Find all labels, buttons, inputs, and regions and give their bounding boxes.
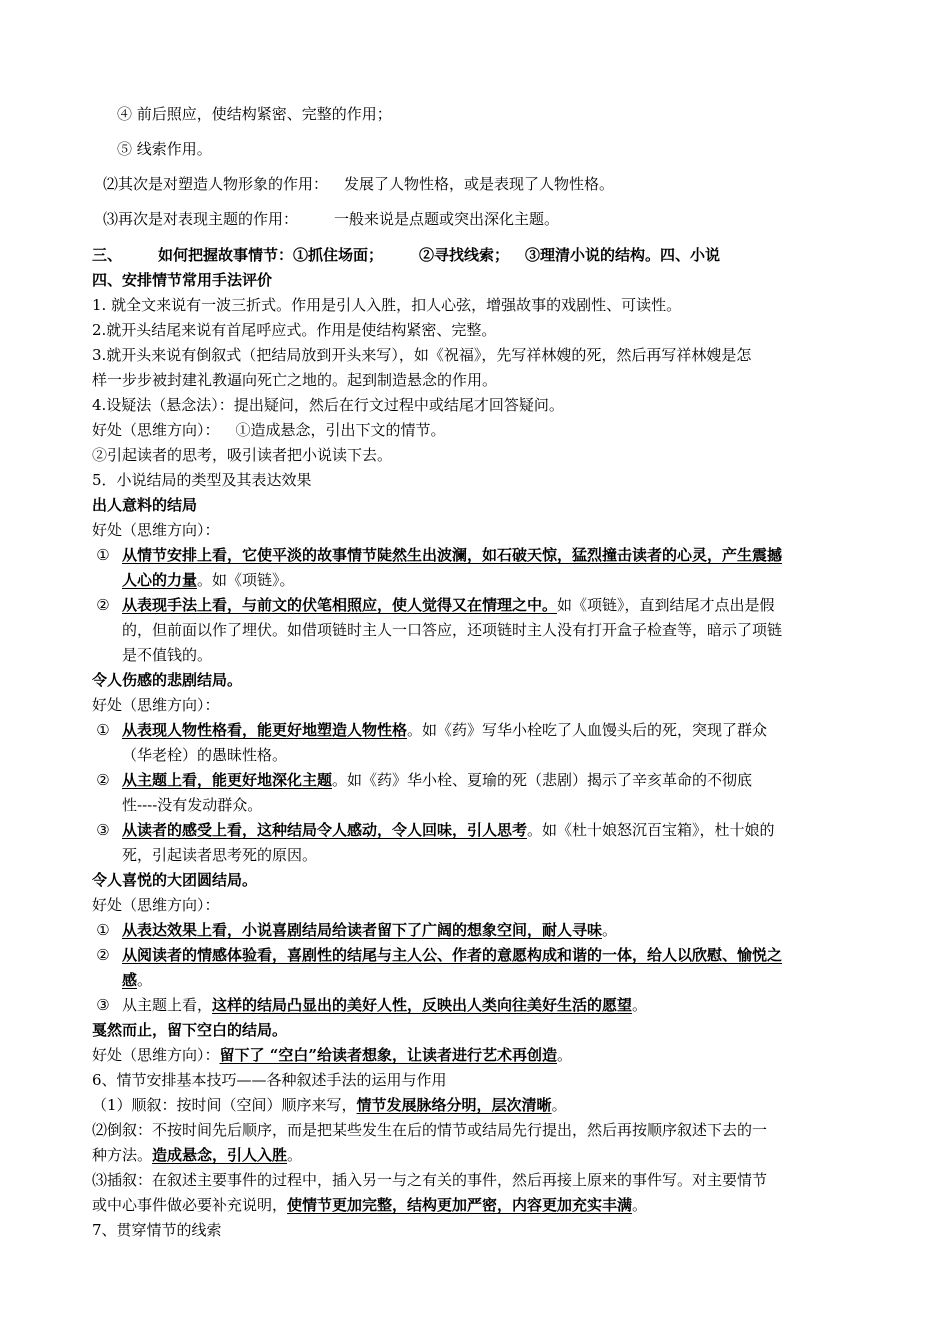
text-line: 2.就开头结尾来说有首尾呼应式。作用是使结构紧密、完整。 [92,321,497,339]
list-item-continuation: 人心的力量。如《项链》。 [122,571,295,589]
section-heading: 三、 如何把握故事情节：①抓住场面； ②寻找线索； ③理清小说的结构。四、小说 [92,246,721,264]
text-line: 种方法。造成悬念，引人入胜。 [92,1146,303,1164]
text-line: 好处（思维方向）：留下了 “空白”给读者想象，让读者进行艺术再创造。 [92,1046,573,1064]
text-line: ④ 前后照应，使结构紧密、完整的作用； [117,105,392,123]
list-item-continuation: 感。 [122,971,153,989]
text-line: 1. 就全文来说有一波三折式。作用是引人入胜，扣人心弦，增强故事的戏剧性、可读性。 [92,296,682,314]
text-line: 3.就开头来说有倒叙式（把结局放到开头来写），如《祝福》，先写祥林嫂的死，然后再写祥林嫂是怎 [92,346,752,364]
text-line: 好处（思维方向）： [92,696,220,714]
subheading: 出人意料的结局 [92,496,198,514]
text-line: 样一步步被封建礼教逼向死亡之地的。起到制造悬念的作用。 [92,371,498,389]
text-line: 4.设疑法（悬念法）：提出疑问，然后在行文过程中或结尾才回答疑问。 [92,396,564,414]
list-item-continuation: 性----没有发动群众。 [122,796,263,814]
section-heading: 7、贯穿情节的线索 [92,1221,222,1239]
text-line: ⑶插叙：在叙述主要事件的过程中，插入另一与之有关的事件，然后再接上原来的事件写。对主要情节 [92,1171,768,1189]
text-line: ⑤ 线索作用。 [117,140,212,158]
subheading: 令人喜悦的大团圆结局。 [92,871,258,889]
list-item-continuation: 的，但前面以作了埋伏。如借项链时主人一口答应，还项链时主人没有打开盒子检查等，暗示了项链 [122,621,783,639]
text-line: 5．小说结局的类型及其表达效果 [92,471,312,489]
text-line: 或中心事件做必要补充说明，使情节更加完整，结构更加严密，内容更加充实丰满。 [92,1196,648,1214]
text-line: 好处（思维方向）： [92,521,220,539]
list-item-continuation: 死，引起读者思考死的原因。 [122,846,318,864]
text-line: 好处（思维方向）： ①造成悬念，引出下文的情节。 [92,421,446,439]
text-line: （1）顺叙：按时间（空间）顺序来写，情节发展脉络分明，层次清晰。 [92,1096,567,1114]
text-line: ⑵倒叙：不按时间先后顺序，而是把某些发生在后的情节或结局先行提出，然后再按顺序叙述下去的一 [92,1121,768,1139]
text-line: ⑵其次是对塑造人物形象的作用： 发展了人物性格，或是表现了人物性格。 [103,175,615,193]
section-heading: 6、情节安排基本技巧——各种叙述手法的运用与作用 [92,1071,447,1089]
list-item-continuation: （华老栓）的愚昧性格。 [122,746,288,764]
subheading: 令人伤感的悲剧结局。 [92,671,243,689]
list-item-continuation: 是不值钱的。 [122,646,213,664]
text-line: ⑶再次是对表现主题的作用： 一般来说是点题或突出深化主题。 [103,210,560,228]
text-line: 好处（思维方向）： [92,896,220,914]
subheading: 戛然而止，留下空白的结局。 [92,1021,288,1039]
text-line: ②引起读者的思考，吸引读者把小说读下去。 [92,446,393,464]
document-page: ④ 前后照应，使结构紧密、完整的作用； ⑤ 线索作用。 ⑵其次是对塑造人物形象的作用： 发展了人物性格，或是表现了人物性格。 ⑶再次是对表现主题的作用： 一般来说是点题或突出深化主题。 三、 如何把握故事情节：①抓住场面； ②寻找线索； ③理清小说的结构。四、小说 四、安排情节常用手法评价 1. 就全文来说有一波三折式。作用是引人入胜，扣人心弦，增强故事的戏剧性、可读性。 2.就开头结尾来说有首尾呼应式。作用是使结构紧密、完整。 3.就开头来说有倒叙式（把结局放到开头来写），如《祝福》，先写祥林嫂的死，然后再写祥林嫂是怎 样一步步被封建礼教逼向死亡之地的。起到制造悬念的作用。 4.设疑法（悬念法）：提出疑问，然后在行文过程中或结尾才回答疑问。 好处（思维方向）： ①造成悬念，引出下文的情节。 ②引起读者的思考，吸引读者把小说读下去。 5．小说结局的类型及其表达效果 出人意料的结局 好处（思维方向）： ① 从情节安排上看，它使平淡的故事情节陡然生出波澜，如石破天惊，猛烈撞击读者的心灵，产生震撼 人心的力量。如《项链》。 ② 从表现手法上看，与前文的伏笔相照应，使人觉得又在情理之中。如《项链》，直到结尾才点出是假 的，但前面以作了埋伏。如借项链时主人一口答应，还项链时主人没有打开盒子检查等，暗示了项链 是不值钱的。 令人伤感的悲剧结局。 好处（思维方向）： ① 从表现人物性格看，能更好地塑造人物性格。如《药》写华小栓吃了人血馒头后的死，突现了群众 （华老栓）的愚昧性格。 ② 从主题上看，能更好地深化主题。如《药》华小栓、夏瑜的死（悲剧）揭示了辛亥革命的不彻底 性----没有发动群众。 ③ 从读者的感受上看，这种结局令人感动，令人回味，引人思考。如《杜十娘怒沉百宝箱》，杜十娘的 死，引起读者思考死的原因。 令人喜悦的大团圆结局。 好处（思维方向）： ① 从表达效果上看，小说喜剧结局给读者留下了广阔的想象空间，耐人寻味。 ② 从阅读者的情感体验看，喜剧性的结尾与主人公、作者的意愿构成和谐的一体，给人以欣慰、愉悦之 感。 ③ 从主题上看，这样的结局凸显出的美好人性，反映出人类向往美好生活的愿望。 戛然而止，留下空白的结局。 好处（思维方向）：留下了 “空白”给读者想象，让读者进行艺术再创造。 6、情节安排基本技巧——各种叙述手法的运用与作用 （1）顺叙：按时间（空间）顺序来写，情节发展脉络分明，层次清晰。 ⑵倒叙：不按时间先后顺序，而是把某些发生在后的情节或结局先行提出，然后再按顺序叙述下去的一 种方法。造成悬念，引人入胜。 ⑶插叙：在叙述主要事件的过程中，插入另一与之有关的事件，然后再接上原来的事件写。对主要情节 或中心事件做必要补充说明，使情节更加完整，结构更加严密，内容更加充实丰满。 7、贯穿情节的线索 [92,105,783,1239]
section-heading: 四、安排情节常用手法评价 [92,271,273,289]
